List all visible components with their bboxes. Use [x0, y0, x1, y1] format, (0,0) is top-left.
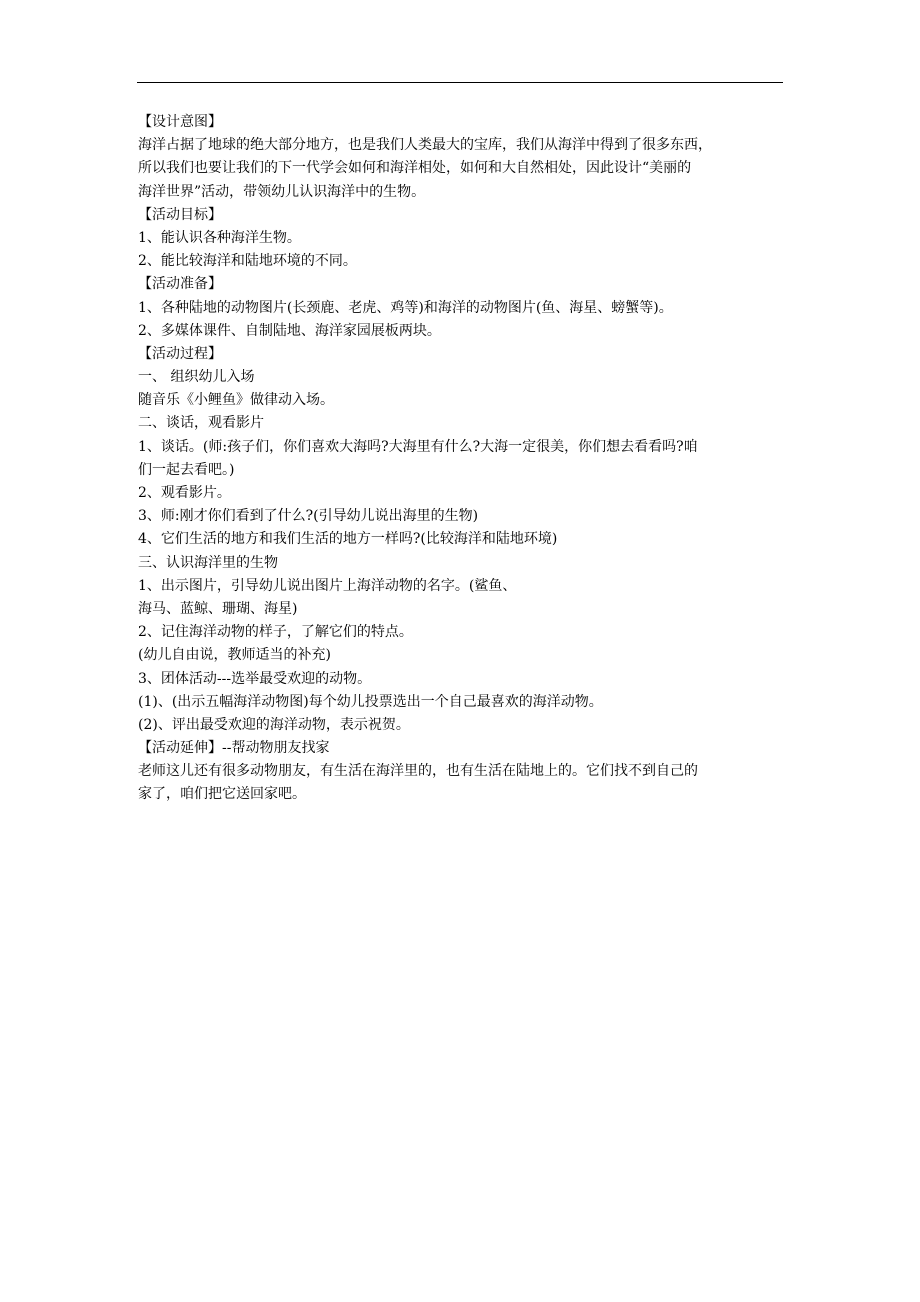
text-line: 老师这儿还有很多动物朋友，有生活在海洋里的，也有生活在陆地上的。它们找不到自己的 — [138, 763, 698, 780]
text-line: 一、 组织幼儿入场 — [138, 369, 255, 386]
text-line: 1、谈话。(师:孩子们，你们喜欢大海吗?大海里有什么?大海一定很美，你们想去看看吗?咱 — [138, 438, 698, 455]
text-line: 2、多媒体课件、自制陆地、海洋家园展板两块。 — [138, 322, 441, 339]
text-line: 1、各种陆地的动物图片(长颈鹿、老虎、鸡等)和海洋的动物图片(鱼、海星、螃蟹等)。 — [138, 299, 673, 316]
text-line: 随音乐《小鲤鱼》做律动入场。 — [138, 392, 334, 409]
text-line: (2)、评出最受欢迎的海洋动物，表示祝贺。 — [138, 716, 410, 733]
text-line: 【活动目标】 — [138, 206, 222, 223]
text-line: 2、记住海洋动物的样子，了解它们的特点。 — [138, 624, 413, 641]
text-line: 【活动过程】 — [138, 345, 222, 362]
text-line: 1、能认识各种海洋生物。 — [138, 229, 301, 246]
text-line: (1)、(出示五幅海洋动物图)每个幼儿投票选出一个自己最喜欢的海洋动物。 — [138, 693, 603, 710]
text-line: 们一起去看吧。) — [138, 461, 235, 478]
text-line: 家了，咱们把它送回家吧。 — [138, 786, 306, 803]
text-line: 二、谈话，观看影片 — [138, 415, 264, 432]
text-line: 海洋世界”活动，带领幼儿认识海洋中的生物。 — [138, 183, 426, 200]
text-line: 3、团体活动---选举最受欢迎的动物。 — [138, 670, 372, 687]
text-line: 3、师:刚才你们看到了什么?(引导幼儿说出海里的生物) — [138, 508, 479, 525]
document-body — [138, 111, 784, 807]
header-rule — [137, 82, 783, 83]
text-line: 【活动准备】 — [138, 276, 222, 293]
text-line: 所以我们也要让我们的下一代学会如何和海洋相处，如何和大自然相处，因此设计“美丽的 — [138, 160, 692, 177]
text-line: 4、它们生活的地方和我们生活的地方一样吗?(比较海洋和陆地环境) — [138, 531, 558, 548]
text-line: 1、出示图片，引导幼儿说出图片上海洋动物的名字。(鲨鱼、 — [138, 577, 517, 594]
text-line: 海马、蓝鲸、珊瑚、海星) — [138, 600, 298, 617]
text-line: 【活动延伸】--帮动物朋友找家 — [138, 740, 330, 757]
text-line: 2、能比较海洋和陆地环境的不同。 — [138, 253, 357, 270]
text-line: (幼儿自由说，教师适当的补充) — [138, 647, 331, 664]
text-line: 2、观看影片。 — [138, 485, 231, 501]
text-line: 【设计意图】 — [138, 114, 222, 130]
text-line: 海洋占据了地球的绝大部分地方，也是我们人类最大的宝库，我们从海洋中得到了很多东西， — [138, 137, 712, 154]
text-line: 三、认识海洋里的生物 — [138, 554, 278, 571]
